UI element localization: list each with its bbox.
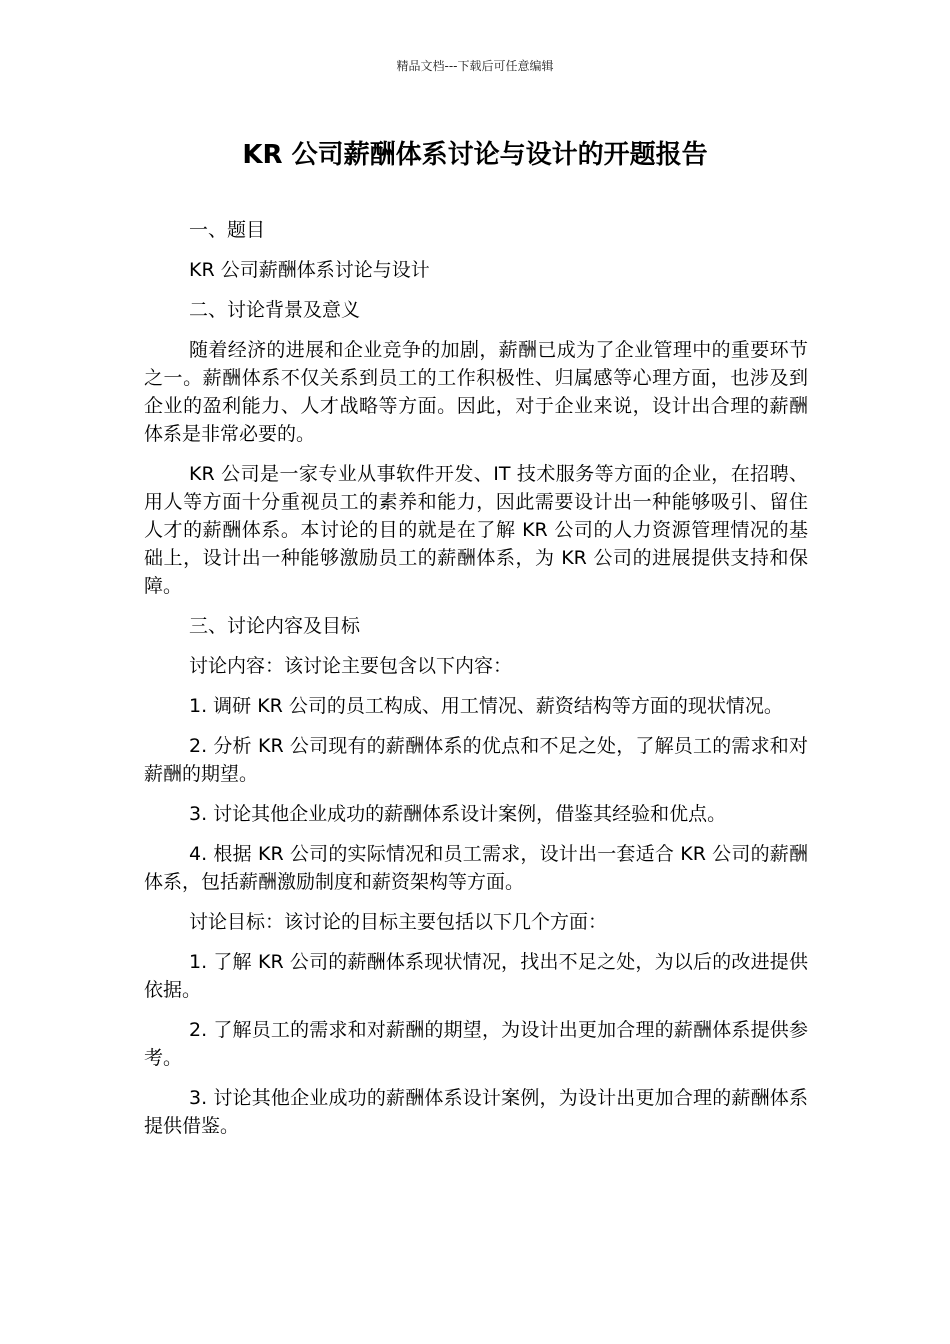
content-list-item: 3. 讨论其他企业成功的薪酬体系设计案例，借鉴其经验和优点。 (189, 803, 727, 825)
goals-list-item: 1. 了解 KR 公司的薪酬体系现状情况，找出不足之处，为以后的改进提供依据。 (144, 951, 808, 1001)
goals-intro: 讨论目标：该讨论的目标主要包括以下几个方面： (189, 911, 608, 933)
background-paragraph: KR 公司是一家专业从事软件开发、IT 技术服务等方面的企业，在招聘、用人等方面十分重视员工的素养和能力，因此需要设计出一种能够吸引、留住人才的薪酬体系。本讨论的目的就是在了解 KR 公司的人力资源管理情况的基础上，设计出一种能够激励员工的薪酬体系，为 KR 公司的进展提供支持和保障。 (144, 463, 808, 597)
content-list-item: 2. 分析 KR 公司现有的薪酬体系的优点和不足之处，了解员工的需求和对薪酬的期望。 (144, 735, 808, 785)
section-heading-content: 三、讨论内容及目标 (189, 615, 361, 637)
section-heading-topic: 一、题目 (189, 219, 266, 241)
section-heading-background: 二、讨论背景及意义 (189, 299, 361, 321)
content-list-item: 4. 根据 KR 公司的实际情况和员工需求，设计出一套适合 KR 公司的薪酬体系，包括薪酬激励制度和薪资架构等方面。 (144, 843, 808, 893)
goals-list-item: 3. 讨论其他企业成功的薪酬体系设计案例，为设计出更加合理的薪酬体系提供借鉴。 (144, 1087, 808, 1137)
document-body (144, 216, 808, 1152)
page-watermark: 精品文档---下载后可任意编辑 (396, 59, 554, 73)
topic-text: KR 公司薪酬体系讨论与设计 (189, 259, 430, 281)
content-list-item: 1. 调研 KR 公司的员工构成、用工情况、薪资结构等方面的现状情况。 (189, 695, 783, 717)
document-title: KR 公司薪酬体系讨论与设计的开题报告 (242, 140, 708, 170)
goals-list-item: 2. 了解员工的需求和对薪酬的期望，为设计出更加合理的薪酬体系提供参考。 (144, 1019, 808, 1069)
content-intro: 讨论内容：该讨论主要包含以下内容： (189, 655, 513, 677)
background-paragraph: 随着经济的进展和企业竞争的加剧，薪酬已成为了企业管理中的重要环节之一。薪酬体系不仅关系到员工的工作积极性、归属感等心理方面，也涉及到企业的盈利能力、人才战略等方面。因此，对于企业来说，设计出合理的薪酬体系是非常必要的。 (144, 339, 808, 445)
